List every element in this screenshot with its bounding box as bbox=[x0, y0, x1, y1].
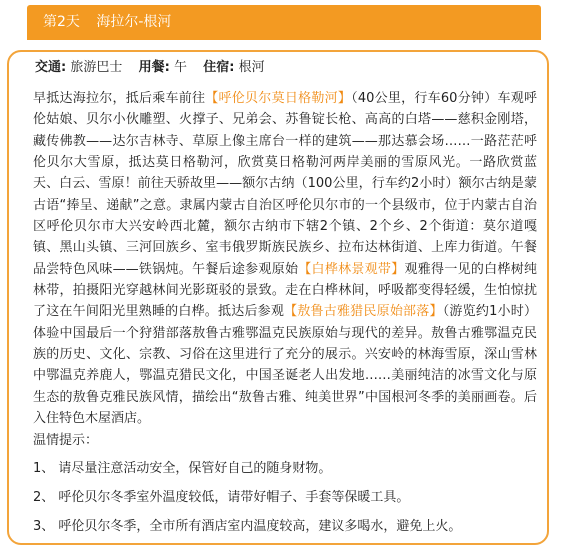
itinerary-description bbox=[33, 88, 537, 430]
lodging-label: 住宿: bbox=[203, 60, 235, 75]
transport-label: 交通: bbox=[35, 60, 67, 75]
day-meta bbox=[35, 58, 265, 78]
itinerary-text-1: 早抵达海拉尔，抵后乘车前往 bbox=[33, 91, 206, 106]
highlight-morigele-river: 【呼伦贝尔莫日格勒河】 bbox=[205, 91, 352, 106]
itinerary-text-4: （游览约1小时）体验中国最后一个狩猎部落敖鲁古雅鄂温克民族原始与现代的差异。敖鲁古雅鄂温克民族的历史、文化、宗教、习俗在这里进行了充分的展示。兴安岭的林海雪原，深山雪林中鄂温克养鹿人，鄂温克猎民文化，中国圣诞老人出发地……美丽纯洁的冰雪文化与原生态的敖鲁克雅民族风情，描绘出“敖鲁古雅、纯美世界”中国根河冬季的美丽画卷。后入住特色木屋酒店。 bbox=[33, 304, 537, 427]
itinerary-text-2: （40公里，行车60分钟）车观呼伦姑娘、贝尔小伙雕塑、火撑子、兄弟会、苏鲁锭长枪、高高的白塔——慈积金刚塔，藏传佛教——达尔吉林寺、草原上像主席台一样的建筑——那达慕会场……一路茫茫呼伦贝尔大雪原，抵达莫日格勒河，欣赏莫日格勒河两岸美丽的雪原风光。一路欣赏蓝天、白云、雪原！前往天骄故里——额尔古纳（100公里，行车约2小时）额尔古纳是蒙古语“捧呈、递献”之意。隶属内蒙古自治区呼伦贝尔市的一个县级市，位于内蒙古自治区呼伦贝尔市大兴安岭西北麓，额尔古纳市下辖2个镇、2个乡、2个街道：莫尔道嘎镇、黑山头镇、三河回族乡、室韦俄罗斯族民族乡、拉布达林街道、上库力街道。午餐品尝特色风味——铁锅炖。午餐后途参观原始 bbox=[33, 91, 537, 277]
tip-item-2: 2、 呼伦贝尔冬季室外温度较低，请带好帽子、手套等保暖工具。 bbox=[33, 490, 410, 505]
tip-item-3: 3、 呼伦贝尔冬季，全市所有酒店室内温度较高，建议多喝水，避免上火。 bbox=[33, 519, 462, 534]
day-route: 海拉尔-根河 bbox=[96, 14, 172, 30]
transport-value: 旅游巴士 bbox=[70, 60, 123, 75]
meal-label: 用餐: bbox=[138, 60, 170, 75]
lodging-value: 根河 bbox=[238, 60, 265, 75]
highlight-birch-forest: 【白桦林景观带】 bbox=[298, 261, 405, 277]
meal-value: 午 bbox=[173, 60, 187, 75]
highlight-aoluguya-tribe: 【敖鲁古雅猎民原始部落】 bbox=[284, 304, 443, 320]
day-header bbox=[27, 5, 541, 40]
tip-item-1: 1、 请尽量注意活动安全，保管好自己的随身财物。 bbox=[33, 461, 332, 476]
day-number: 第2天 bbox=[43, 14, 80, 30]
tips-title: 温情提示： bbox=[33, 433, 99, 448]
itinerary-text-3: 观雅得一见的白桦树纯林带，拍摄阳光穿越林间光影斑驳的景致。走在白桦林间，呼吸都变得轻缓，生怕惊扰了这在午间阳光里熟睡的白桦。抵达后参观 bbox=[33, 261, 537, 320]
